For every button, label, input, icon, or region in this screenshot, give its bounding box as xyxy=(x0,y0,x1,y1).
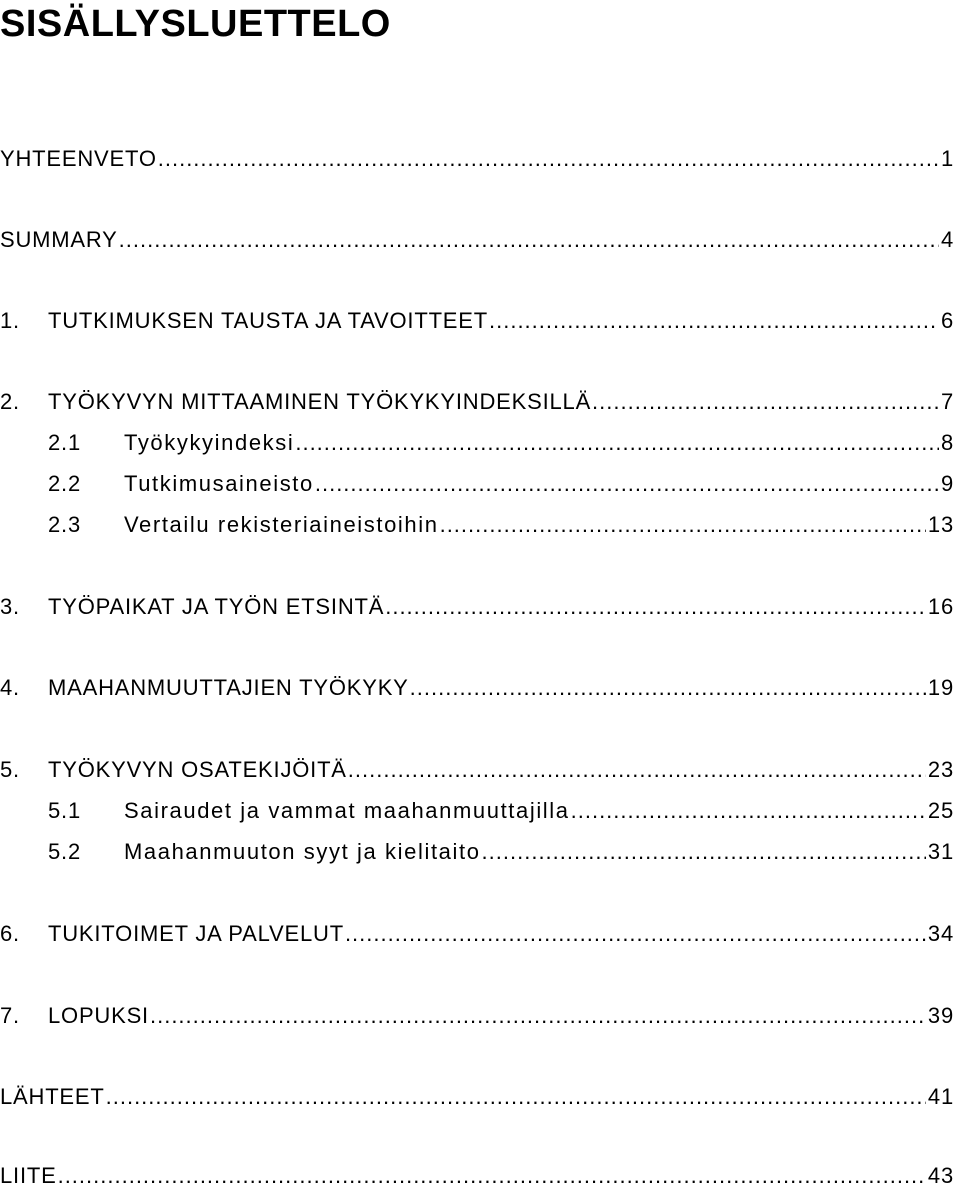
toc-entry-number: 2.2 xyxy=(48,471,81,496)
dot-leader xyxy=(592,387,939,417)
dot-leader xyxy=(150,1001,926,1031)
toc-page-number: 41 xyxy=(927,1084,954,1109)
dot-leader xyxy=(295,428,939,458)
toc-page-number: 1 xyxy=(940,146,954,171)
toc-entry-chapter-7[interactable] xyxy=(0,1001,954,1031)
dot-leader xyxy=(119,225,939,255)
toc-page-number: 6 xyxy=(940,308,954,333)
toc-entry-text: MAAHANMUUTTAJIEN TYÖKYKY xyxy=(48,675,409,700)
toc-entry-chapter-2[interactable] xyxy=(0,387,954,417)
toc-page-number: 39 xyxy=(927,1003,954,1028)
toc-entry-chapter-3[interactable] xyxy=(0,592,954,622)
toc-page-number: 31 xyxy=(927,839,954,864)
toc-entry-number: 2.3 xyxy=(48,512,81,537)
toc-entry-text: LOPUKSI xyxy=(48,1003,149,1028)
toc-entry-text: Sairaudet ja vammat maahanmuuttajilla xyxy=(124,798,570,823)
dot-leader xyxy=(58,1161,926,1191)
toc-page-number: 13 xyxy=(927,512,954,537)
toc-entry-text: LIITE xyxy=(0,1163,57,1188)
dot-leader xyxy=(571,796,926,826)
dot-leader xyxy=(440,510,926,540)
toc-entry-text: Vertailu rekisteriaineistoihin xyxy=(124,512,439,537)
dot-leader xyxy=(385,592,926,622)
toc-page-number: 23 xyxy=(927,757,954,782)
toc-entry-text: TYÖKYVYN OSATEKIJÖITÄ xyxy=(48,757,347,782)
toc-page-number: 7 xyxy=(940,389,954,414)
toc-entry-text: Työkykyindeksi xyxy=(124,430,295,455)
toc-entry-text: SUMMARY xyxy=(0,227,118,252)
toc-entry-section-2-1[interactable] xyxy=(0,428,954,458)
toc-page-number: 4 xyxy=(940,227,954,252)
dot-leader xyxy=(348,755,926,785)
toc-entry-text: TUKITOIMET JA PALVELUT xyxy=(48,921,344,946)
toc-entry-number: 2. xyxy=(0,389,20,414)
toc-page-number: 8 xyxy=(940,430,954,455)
toc-entry-text: TYÖKYVYN MITTAAMINEN TYÖKYKYINDEKSILLÄ xyxy=(48,389,592,414)
dot-leader xyxy=(315,469,939,499)
toc-entry-summary[interactable] xyxy=(0,225,954,255)
page-title: SISÄLLYSLUETTELO xyxy=(0,3,391,45)
toc-entry-number: 5.2 xyxy=(48,839,81,864)
dot-leader xyxy=(482,837,926,867)
toc-entry-section-2-3[interactable] xyxy=(0,510,954,540)
toc-entry-chapter-4[interactable] xyxy=(0,673,954,703)
toc-entry-text: TYÖPAIKAT JA TYÖN ETSINTÄ xyxy=(48,594,385,619)
toc-entry-section-5-1[interactable] xyxy=(0,796,954,826)
dot-leader xyxy=(106,1082,926,1112)
toc-entry-number: 1. xyxy=(0,308,20,333)
toc-page-number: 19 xyxy=(927,675,954,700)
toc-page-number: 34 xyxy=(927,921,954,946)
dot-leader xyxy=(345,919,926,949)
toc-entry-number: 5. xyxy=(0,757,20,782)
toc-entry-number: 6. xyxy=(0,921,20,946)
toc-entry-number: 5.1 xyxy=(48,798,81,823)
dot-leader xyxy=(410,673,926,703)
toc-entry-yhteenveto[interactable] xyxy=(0,144,954,174)
toc-page-number: 9 xyxy=(940,471,954,496)
toc-page-number: 25 xyxy=(927,798,954,823)
dot-leader xyxy=(158,144,939,174)
toc-entry-chapter-5[interactable] xyxy=(0,755,954,785)
toc-entry-text: Maahanmuuton syyt ja kielitaito xyxy=(124,839,481,864)
toc-entry-lahteet[interactable] xyxy=(0,1082,954,1112)
toc-entry-section-2-2[interactable] xyxy=(0,469,954,499)
toc-entry-number: 4. xyxy=(0,675,20,700)
toc-entry-number: 7. xyxy=(0,1003,20,1028)
toc-page-number: 43 xyxy=(927,1163,954,1188)
toc-entry-chapter-6[interactable] xyxy=(0,919,954,949)
toc-entry-liite[interactable] xyxy=(0,1161,954,1191)
toc-page-number: 16 xyxy=(927,594,954,619)
toc-entry-text: LÄHTEET xyxy=(0,1084,105,1109)
toc-entry-text: Tutkimusaineisto xyxy=(124,471,314,496)
toc-entry-number: 3. xyxy=(0,594,20,619)
toc-entry-text: TUTKIMUKSEN TAUSTA JA TAVOITTEET xyxy=(48,308,488,333)
toc-entry-text: YHTEENVETO xyxy=(0,146,157,171)
dot-leader xyxy=(489,306,939,336)
toc-entry-number: 2.1 xyxy=(48,430,81,455)
toc-entry-chapter-1[interactable] xyxy=(0,306,954,336)
toc-entry-section-5-2[interactable] xyxy=(0,837,954,867)
